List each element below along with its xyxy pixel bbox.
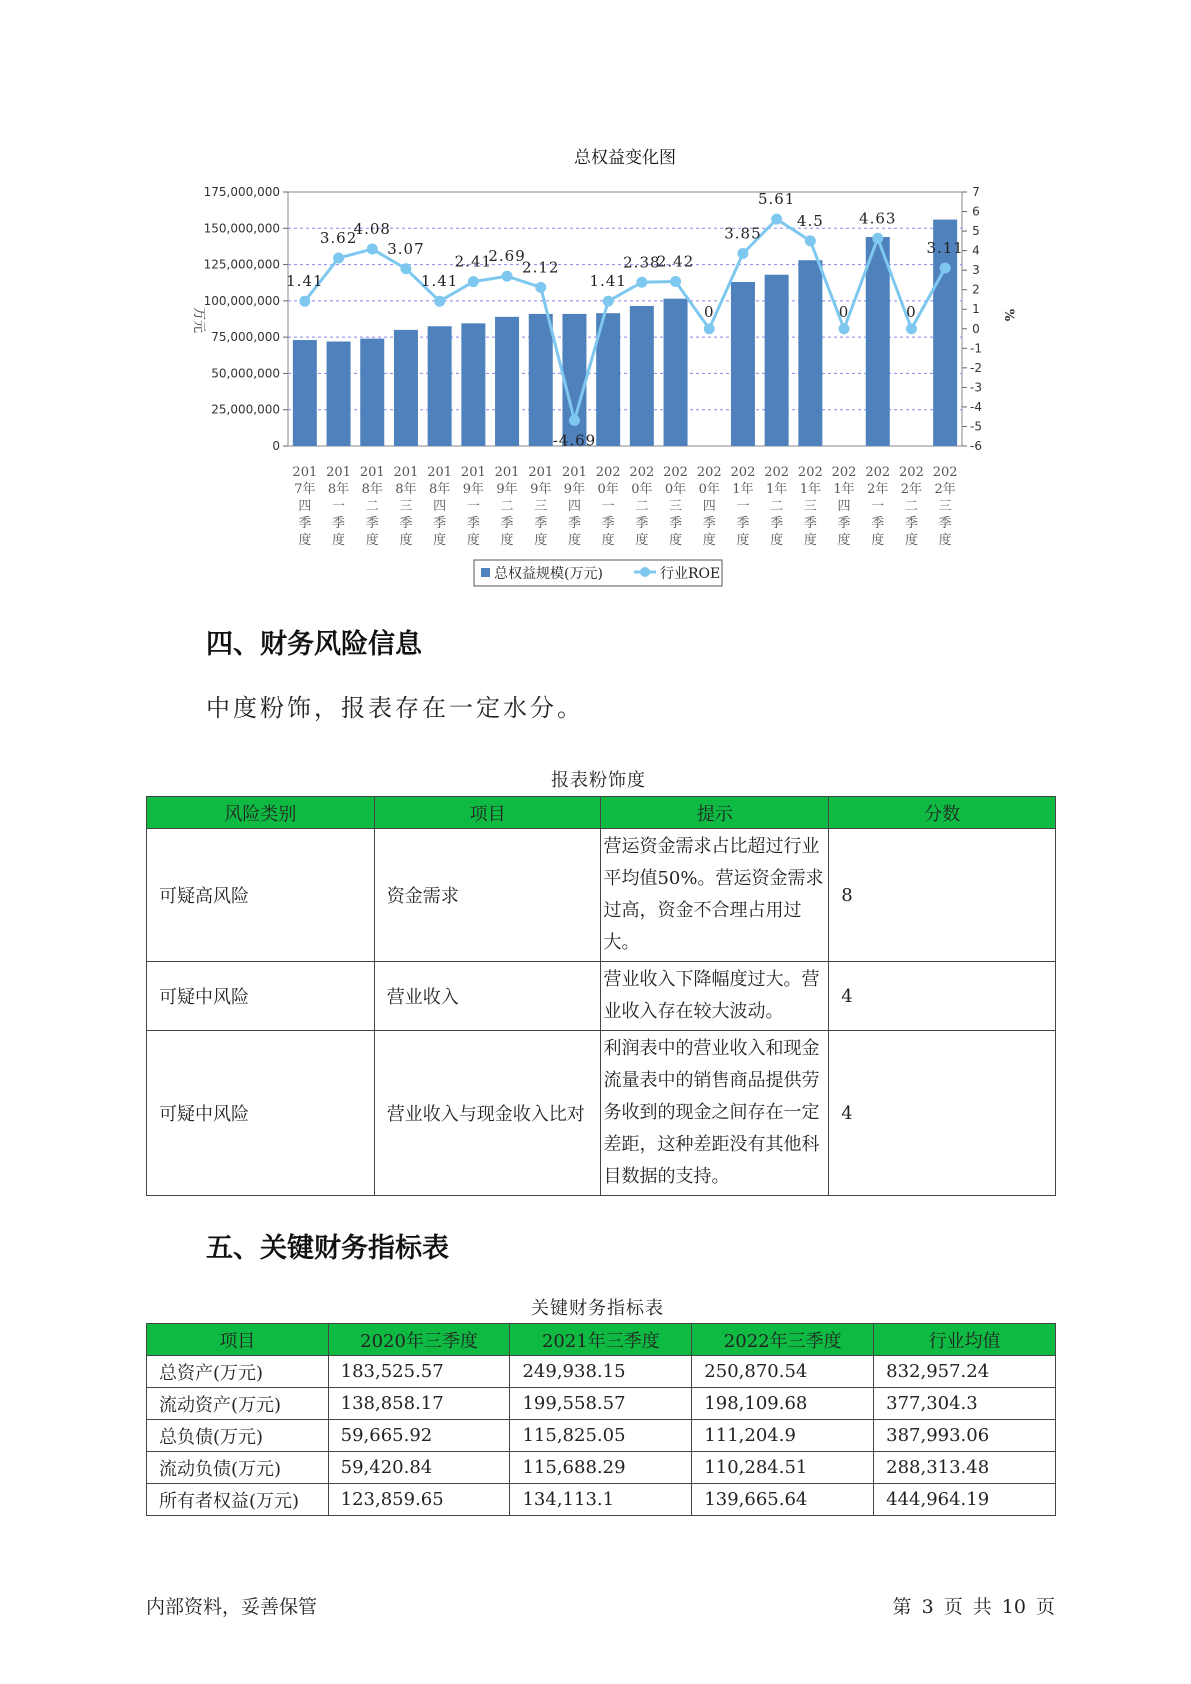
roe-data-label: 1.41 bbox=[589, 272, 627, 291]
bar bbox=[360, 339, 384, 446]
roe-point bbox=[670, 276, 681, 287]
x-tick-label: 201 bbox=[393, 465, 419, 480]
x-tick-label: 202 bbox=[696, 465, 722, 480]
bar bbox=[529, 314, 553, 446]
kpi-value-cell: 183,525.57 bbox=[328, 1356, 510, 1388]
equity-chart bbox=[0, 0, 1191, 600]
roe-point bbox=[771, 214, 782, 225]
x-tick-label: 季 bbox=[399, 516, 413, 531]
x-tick-label: 二 bbox=[770, 499, 784, 514]
kpi-table-row bbox=[147, 1388, 1056, 1420]
bar bbox=[798, 260, 822, 446]
y2-axis-label: % bbox=[1001, 308, 1016, 322]
x-tick-label: 202 bbox=[899, 465, 924, 480]
x-tick-label: 202 bbox=[629, 465, 655, 480]
x-tick-label: 201 bbox=[562, 465, 587, 480]
bar bbox=[630, 306, 654, 446]
x-tick-label: 2年 bbox=[934, 482, 956, 497]
x-tick-label: 季 bbox=[904, 516, 918, 531]
kpi-header-cell: 2021年三季度 bbox=[510, 1324, 692, 1356]
x-tick-label: 三 bbox=[669, 499, 683, 514]
risk-table-row bbox=[147, 962, 1056, 1031]
risk-table bbox=[146, 796, 1056, 1196]
y2-tick-label: 3 bbox=[972, 263, 980, 278]
kpi-value-cell: 111,204.9 bbox=[692, 1420, 874, 1452]
roe-data-label: 0 bbox=[906, 302, 917, 321]
kpi-header-cell: 2020年三季度 bbox=[328, 1324, 510, 1356]
y-tick-label: 0 bbox=[272, 439, 280, 453]
y2-tick-label: 2 bbox=[972, 282, 980, 297]
bar bbox=[664, 299, 688, 446]
kpi-table-row bbox=[147, 1356, 1056, 1388]
kpi-value-cell: 59,665.92 bbox=[328, 1420, 510, 1452]
x-tick-label: 度 bbox=[399, 533, 413, 548]
legend-line-label: 行业ROE bbox=[660, 566, 721, 582]
kpi-value-cell: 139,665.64 bbox=[692, 1484, 874, 1516]
risk-section-heading: 四、财务风险信息 bbox=[206, 629, 422, 660]
roe-data-label: 1.41 bbox=[286, 272, 324, 291]
roe-data-label: 0 bbox=[703, 302, 715, 321]
x-tick-label: 度 bbox=[601, 533, 615, 548]
risk-header-cell: 提示 bbox=[601, 797, 829, 829]
kpi-value-cell: 138,858.17 bbox=[328, 1388, 510, 1420]
x-tick-label: 季 bbox=[669, 516, 683, 531]
roe-point bbox=[940, 263, 951, 274]
roe-data-label: 4.63 bbox=[859, 209, 897, 228]
y2-tick-label: -2 bbox=[970, 360, 982, 375]
roe-point bbox=[367, 244, 378, 255]
risk-table-row bbox=[147, 1031, 1056, 1196]
kpi-table-row bbox=[147, 1484, 1056, 1516]
roe-point bbox=[400, 263, 411, 274]
bar bbox=[731, 282, 755, 446]
kpi-value-cell: 134,113.1 bbox=[510, 1484, 692, 1516]
kpi-value-cell: 123,859.65 bbox=[328, 1484, 510, 1516]
kpi-table-caption: 关键财务指标表 bbox=[531, 1298, 664, 1319]
x-tick-label: 季 bbox=[601, 516, 615, 531]
kpi-table-row bbox=[147, 1420, 1056, 1452]
x-tick-label: 季 bbox=[500, 516, 514, 531]
x-tick-label: 一 bbox=[871, 499, 885, 514]
x-tick-label: 季 bbox=[433, 516, 447, 531]
y2-tick-label: 5 bbox=[972, 224, 980, 239]
kpi-value-cell: 832,957.24 bbox=[874, 1356, 1056, 1388]
x-tick-label: 度 bbox=[803, 533, 817, 548]
x-tick-label: 季 bbox=[837, 516, 851, 531]
chart-title: 总权益变化图 bbox=[574, 148, 676, 168]
bar bbox=[866, 237, 890, 446]
x-tick-label: 202 bbox=[663, 465, 688, 480]
kpi-value-cell: 198,109.68 bbox=[692, 1388, 874, 1420]
x-tick-label: 8年 bbox=[361, 482, 383, 497]
y-tick-label: 175,000,000 bbox=[203, 185, 280, 199]
x-tick-label: 三 bbox=[399, 499, 413, 514]
kpi-value-cell: 115,688.29 bbox=[510, 1452, 692, 1484]
x-tick-label: 二 bbox=[500, 499, 514, 514]
y2-tick-label: 0 bbox=[972, 321, 980, 336]
kpi-value-cell: 288,313.48 bbox=[874, 1452, 1056, 1484]
x-tick-label: 0年 bbox=[664, 482, 687, 497]
y-tick-label: 50,000,000 bbox=[211, 366, 280, 381]
footer-confidential: 内部资料，妥善保管 bbox=[146, 1596, 318, 1618]
roe-data-label: 4.08 bbox=[353, 220, 391, 239]
x-tick-label: 202 bbox=[797, 465, 823, 480]
roe-data-label: 2.38 bbox=[623, 253, 661, 272]
y2-tick-label: -1 bbox=[970, 341, 982, 356]
x-tick-label: 季 bbox=[702, 516, 716, 531]
x-tick-label: 季 bbox=[871, 516, 885, 531]
x-tick-label: 一 bbox=[332, 499, 346, 514]
roe-data-label: 3.11 bbox=[926, 239, 964, 258]
roe-point bbox=[704, 323, 715, 334]
bar bbox=[394, 330, 418, 446]
x-tick-label: 度 bbox=[500, 533, 514, 548]
y-tick-label: 75,000,000 bbox=[211, 330, 280, 345]
x-tick-label: 9年 bbox=[496, 482, 518, 497]
x-tick-label: 季 bbox=[736, 516, 750, 531]
x-tick-label: 202 bbox=[764, 465, 790, 480]
kpi-value-cell: 115,825.05 bbox=[510, 1420, 692, 1452]
x-tick-label: 0年 bbox=[597, 482, 619, 497]
x-tick-label: 季 bbox=[298, 516, 312, 531]
kpi-header-cell: 行业均值 bbox=[874, 1324, 1056, 1356]
risk-item-cell: 营业收入与现金收入比对 bbox=[374, 1031, 601, 1196]
x-tick-label: 2年 bbox=[867, 482, 889, 497]
x-tick-label: 季 bbox=[365, 516, 379, 531]
x-tick-label: 9年 bbox=[462, 482, 484, 497]
roe-point bbox=[906, 323, 917, 334]
x-tick-label: 度 bbox=[466, 533, 480, 548]
roe-point bbox=[299, 296, 310, 307]
risk-table-header bbox=[147, 797, 1056, 829]
roe-point bbox=[502, 271, 513, 282]
x-tick-label: 1年 bbox=[799, 482, 821, 497]
x-tick-label: 度 bbox=[433, 533, 447, 548]
x-tick-label: 一 bbox=[736, 499, 750, 514]
x-tick-label: 201 bbox=[528, 465, 554, 480]
bar bbox=[765, 275, 789, 446]
roe-point bbox=[468, 276, 479, 287]
roe-point bbox=[434, 296, 445, 307]
kpi-value-cell: 249,938.15 bbox=[510, 1356, 692, 1388]
roe-point bbox=[636, 277, 647, 288]
roe-data-label: 3.62 bbox=[319, 229, 358, 248]
x-tick-label: 一 bbox=[466, 499, 480, 514]
risk-hint-cell: 营运资金需求占比超过行业平均值50%。营运资金需求过高，资金不合理占用过大。 bbox=[601, 829, 829, 962]
kpi-label-cell: 流动资产(万元) bbox=[147, 1388, 329, 1420]
roe-point bbox=[535, 282, 546, 293]
kpi-label-cell: 所有者权益(万元) bbox=[147, 1484, 329, 1516]
risk-score-cell: 4 bbox=[829, 962, 1056, 1031]
x-tick-label: 季 bbox=[938, 516, 952, 531]
x-tick-label: 度 bbox=[736, 533, 750, 548]
roe-point bbox=[569, 415, 580, 426]
y2-tick-label: 1 bbox=[972, 302, 980, 317]
risk-score-cell: 4 bbox=[829, 1031, 1056, 1196]
x-tick-label: 度 bbox=[365, 533, 379, 548]
kpi-value-cell: 387,993.06 bbox=[874, 1420, 1056, 1452]
x-tick-label: 四 bbox=[298, 499, 312, 514]
legend-bar-swatch bbox=[481, 568, 490, 577]
footer-page-number: 第 3 页 共 10 页 bbox=[892, 1596, 1055, 1618]
x-tick-label: 202 bbox=[730, 465, 756, 480]
x-tick-label: 度 bbox=[904, 533, 918, 548]
y-tick-label: 25,000,000 bbox=[211, 402, 280, 417]
kpi-header-cell: 项目 bbox=[147, 1324, 329, 1356]
risk-hint-cell: 营业收入下降幅度过大。营业收入存在较大波动。 bbox=[601, 962, 829, 1031]
x-tick-label: 季 bbox=[332, 516, 346, 531]
kpi-label-cell: 总资产(万元) bbox=[147, 1356, 329, 1388]
x-tick-label: 三 bbox=[938, 499, 952, 514]
risk-table-caption: 报表粉饰度 bbox=[551, 770, 646, 791]
roe-point bbox=[333, 253, 344, 264]
risk-item-cell: 资金需求 bbox=[374, 829, 601, 962]
x-tick-label: 0年 bbox=[698, 482, 720, 497]
kpi-table-row bbox=[147, 1452, 1056, 1484]
kpi-table bbox=[146, 1323, 1056, 1516]
risk-item-cell: 营业收入 bbox=[374, 962, 601, 1031]
x-tick-label: 202 bbox=[595, 465, 621, 480]
bar bbox=[428, 326, 452, 446]
x-tick-label: 度 bbox=[298, 533, 312, 548]
x-tick-label: 201 bbox=[326, 465, 351, 480]
roe-point bbox=[805, 235, 816, 246]
x-tick-label: 季 bbox=[534, 516, 548, 531]
x-tick-label: 201 bbox=[427, 465, 453, 480]
y2-tick-label: 4 bbox=[972, 243, 980, 258]
bar bbox=[293, 340, 317, 446]
x-tick-label: 度 bbox=[534, 533, 548, 548]
y2-tick-label: -5 bbox=[970, 419, 982, 434]
y2-tick-label: 6 bbox=[972, 204, 980, 219]
roe-data-label: 3.07 bbox=[387, 239, 425, 258]
x-tick-label: 201 bbox=[460, 465, 486, 480]
risk-score-cell: 8 bbox=[829, 829, 1056, 962]
x-tick-label: 二 bbox=[635, 499, 649, 514]
x-tick-label: 1年 bbox=[766, 482, 788, 497]
kpi-label-cell: 总负债(万元) bbox=[147, 1420, 329, 1452]
x-tick-label: 度 bbox=[332, 533, 346, 548]
x-tick-label: 二 bbox=[904, 499, 918, 514]
roe-point bbox=[603, 296, 614, 307]
risk-category-cell: 可疑高风险 bbox=[147, 829, 375, 962]
x-tick-label: 度 bbox=[938, 533, 952, 548]
x-tick-label: 9年 bbox=[563, 482, 586, 497]
y-axis-label: 万元 bbox=[191, 306, 206, 334]
x-tick-label: 四 bbox=[837, 499, 851, 514]
roe-data-label: 1.41 bbox=[420, 272, 459, 291]
roe-data-label: 2.42 bbox=[656, 252, 695, 271]
x-tick-label: 度 bbox=[635, 533, 649, 548]
roe-data-label: 2.41 bbox=[454, 252, 493, 271]
y-tick-label: 150,000,000 bbox=[203, 221, 280, 236]
kpi-table-header bbox=[147, 1324, 1056, 1356]
x-tick-label: 202 bbox=[831, 465, 857, 480]
risk-category-cell: 可疑中风险 bbox=[147, 1031, 375, 1196]
x-tick-label: 8年 bbox=[327, 482, 350, 497]
x-tick-label: 201 bbox=[359, 465, 385, 480]
x-tick-label: 四 bbox=[433, 499, 447, 514]
y2-tick-label: -4 bbox=[970, 399, 982, 414]
x-tick-label: 0年 bbox=[631, 482, 653, 497]
x-tick-label: 四 bbox=[702, 499, 716, 514]
roe-point bbox=[839, 323, 850, 334]
roe-data-label: 3.85 bbox=[724, 224, 762, 243]
x-tick-label: 202 bbox=[932, 465, 958, 480]
risk-table-row bbox=[147, 829, 1056, 962]
y-tick-label: 100,000,000 bbox=[203, 293, 280, 308]
x-tick-label: 季 bbox=[635, 516, 649, 531]
roe-point bbox=[737, 248, 748, 259]
x-tick-label: 度 bbox=[702, 533, 716, 548]
kpi-label-cell: 流动负债(万元) bbox=[147, 1452, 329, 1484]
x-tick-label: 度 bbox=[669, 533, 683, 548]
bar bbox=[327, 341, 351, 446]
x-tick-label: 201 bbox=[494, 465, 520, 480]
x-tick-label: 8年 bbox=[395, 482, 417, 497]
x-tick-label: 二 bbox=[365, 499, 379, 514]
kpi-value-cell: 444,964.19 bbox=[874, 1484, 1056, 1516]
roe-point bbox=[872, 233, 883, 244]
x-tick-label: 度 bbox=[770, 533, 784, 548]
x-tick-label: 季 bbox=[567, 516, 581, 531]
risk-header-cell: 风险类别 bbox=[147, 797, 375, 829]
kpi-section-heading: 五、关键财务指标表 bbox=[206, 1233, 449, 1264]
risk-hint-cell: 利润表中的营业收入和现金流量表中的销售商品提供劳务收到的现金之间存在一定差距，这种差距没有其他科目数据的支持。 bbox=[601, 1031, 829, 1196]
roe-data-label: 2.12 bbox=[522, 258, 560, 277]
kpi-value-cell: 110,284.51 bbox=[692, 1452, 874, 1484]
roe-data-label: -4.69 bbox=[552, 431, 597, 450]
y2-tick-label: -3 bbox=[970, 380, 982, 395]
x-tick-label: 一 bbox=[601, 499, 615, 514]
kpi-value-cell: 199,558.57 bbox=[510, 1388, 692, 1420]
x-tick-label: 201 bbox=[292, 465, 318, 480]
x-tick-label: 202 bbox=[865, 465, 891, 480]
risk-header-cell: 项目 bbox=[374, 797, 601, 829]
bar bbox=[562, 314, 586, 446]
risk-summary: 中度粉饰，报表存在一定水分。 bbox=[206, 694, 584, 722]
x-tick-label: 季 bbox=[803, 516, 817, 531]
x-tick-label: 三 bbox=[803, 499, 817, 514]
roe-data-label: 4.5 bbox=[796, 211, 824, 230]
x-tick-label: 1年 bbox=[732, 482, 754, 497]
y2-tick-label: 7 bbox=[972, 185, 980, 199]
x-tick-label: 1年 bbox=[833, 482, 855, 497]
bar bbox=[461, 323, 485, 446]
legend-line-marker bbox=[640, 567, 650, 577]
x-tick-label: 季 bbox=[466, 516, 480, 531]
x-tick-label: 度 bbox=[837, 533, 851, 548]
kpi-header-cell: 2022年三季度 bbox=[692, 1324, 874, 1356]
kpi-value-cell: 377,304.3 bbox=[874, 1388, 1056, 1420]
y-tick-label: 125,000,000 bbox=[203, 257, 280, 272]
x-tick-label: 度 bbox=[871, 533, 885, 548]
risk-category-cell: 可疑中风险 bbox=[147, 962, 375, 1031]
x-tick-label: 2年 bbox=[900, 482, 923, 497]
roe-data-label: 0 bbox=[838, 302, 850, 321]
x-tick-label: 度 bbox=[567, 533, 581, 548]
x-tick-label: 8年 bbox=[429, 482, 451, 497]
bar bbox=[495, 317, 519, 446]
roe-data-label: 2.69 bbox=[488, 247, 526, 266]
kpi-value-cell: 250,870.54 bbox=[692, 1356, 874, 1388]
x-tick-label: 7年 bbox=[294, 482, 316, 497]
x-tick-label: 三 bbox=[534, 499, 548, 514]
y2-tick-label: -6 bbox=[970, 439, 982, 453]
roe-data-label: 5.61 bbox=[757, 190, 796, 209]
x-tick-label: 季 bbox=[770, 516, 784, 531]
legend-bar-label: 总权益规模(万元) bbox=[494, 566, 603, 582]
x-tick-label: 四 bbox=[567, 499, 581, 514]
kpi-value-cell: 59,420.84 bbox=[328, 1452, 510, 1484]
x-tick-label: 9年 bbox=[530, 482, 552, 497]
risk-header-cell: 分数 bbox=[829, 797, 1056, 829]
